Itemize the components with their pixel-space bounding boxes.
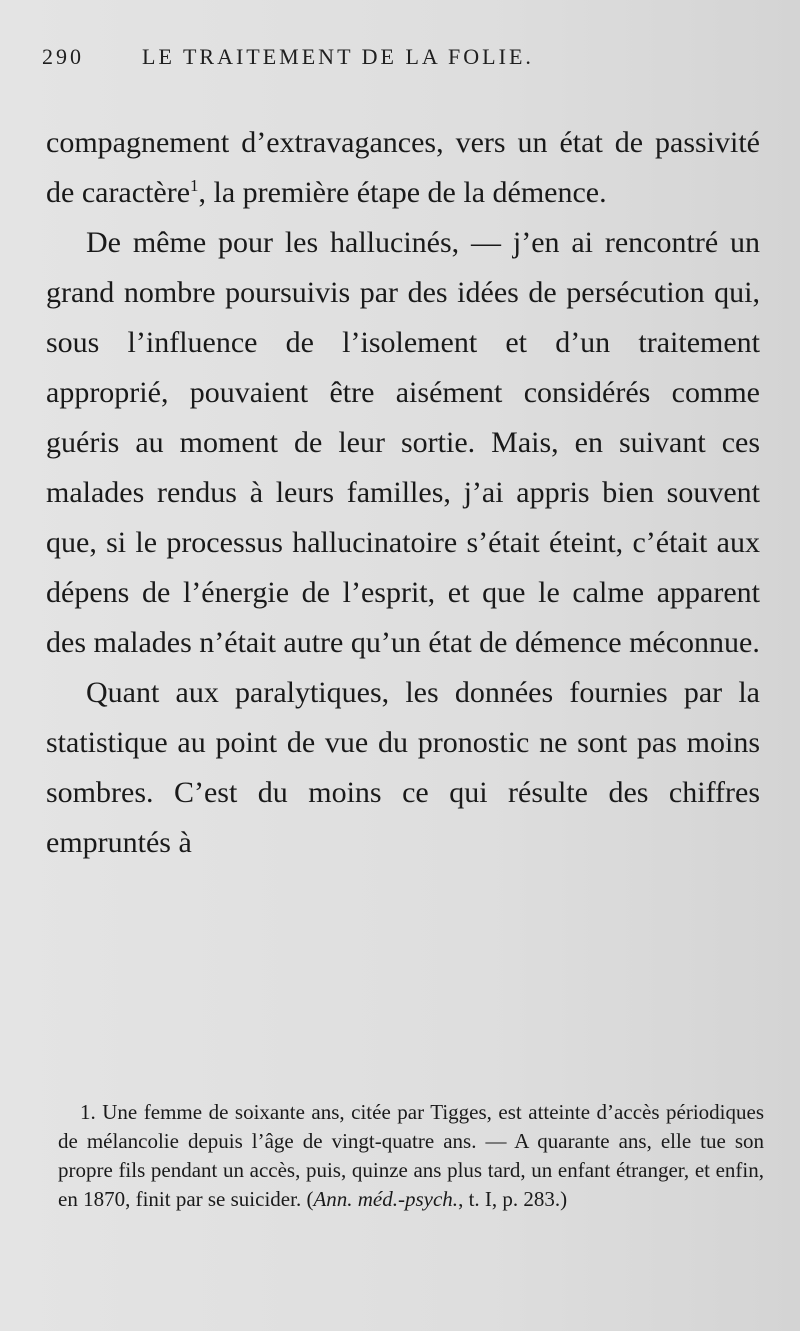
footnote-1-citation: Ann. méd.-psych. [313,1187,459,1211]
page-number: 290 [42,44,84,69]
page-header [42,44,742,84]
footnote-1-citation-rest: , t. I, p. 283.) [458,1187,568,1211]
body-text [46,118,760,868]
running-title: LE TRAITEMENT DE LA FOLIE. [142,44,534,69]
paragraph-2: De même pour les hallucinés, — j’en ai rencontré un grand nombre poursuivis par des idées de persécution qui, sous l’influence de l’isolement et d’un traitement approprié, pouvaient être aisément considérés comme guéris au moment de leur sortie. Mais, en suivant ces malades rendus à leurs familles, j’ai appris bien souvent que, si le processus hallucinatoire s’était éteint, c’était aux dépens de l’énergie de l’esprit, et que le calme apparent des malades n’était autre qu’un état de démence méconnue. [46,226,760,659]
footnote-reference: 1 [190,176,199,195]
paragraph-3: Quant aux paralytiques, les données fournies par la statistique au point de vue du pronostic ne sont pas moins sombres. C’est du moins ce qui résulte des chiffres empruntés à [46,676,760,859]
footnote-1-text: 1. Une femme de soixante ans, citée par Tigges, est atteinte d’accès périodiques de mélancolie depuis l’âge de vingt-quatre ans. — A quarante ans, elle tue son propre fils pendant un accès, puis, quinze ans plus tard, un enfant étranger, et enfin, en 1870, finit par se suicider. ( [58,1100,764,1211]
paragraph-1 [46,118,760,218]
footnote-1 [58,1098,764,1214]
paragraph-1-text: compagnement d’extravagances, vers un état de passivité de caractère [46,126,760,209]
footnotes [58,1098,764,1214]
paragraph-1-end: , la première étape de la démence. [198,176,607,209]
